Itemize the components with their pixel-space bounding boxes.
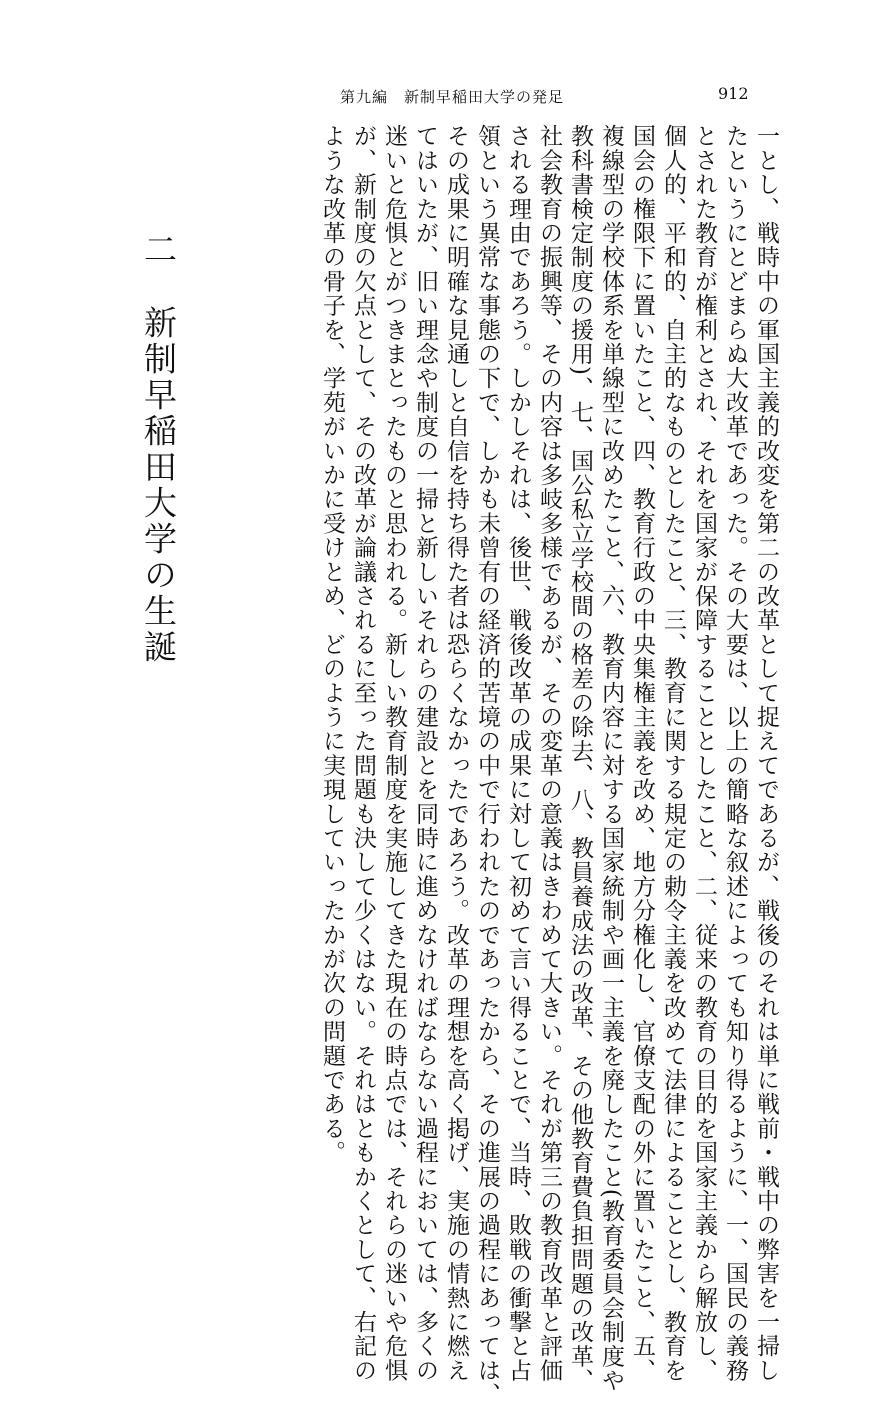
page-number: 912 <box>718 84 749 103</box>
text-line: が、新制度の欠点として、その改革が論議されるに至った問題も決して少くはない。それはともかくとして、右記の <box>350 124 376 1383</box>
text-line: される理由であろう。しかしそれは、後世、戦後改革の成果に対して初めて言い得ることで、当時、敗戦の衝撃と占 <box>505 124 531 1383</box>
text-line: 領という異常な事態の下で、しかも未曾有の経済的苦境の中で行われたのであったから、その進展の過程にあっては、 <box>474 124 500 1407</box>
text-line: てはいたが、旧い理念や制度の一掃と新しいそれらの建設とを同時に進めなければならない過程においては、多くの <box>412 124 438 1383</box>
text-line: 複線型の学校体系を単線型に改めたこと、六、教育内容に対する国家統制や画一主義を廃したこと(教育委員会制度や <box>598 124 624 1393</box>
section-heading <box>138 232 178 666</box>
text-line: その成果に明確な見通しと自信を持ち得た者は恐らくなかったであろう。改革の理想を高く掲げ、実施の情熱に燃え <box>443 124 469 1383</box>
text-line: 社会教育の振興等、その内容は多岐多様であるが、その変革の意義はきわめて大きい。それが第三の教育改革と評価 <box>536 124 562 1383</box>
text-line: 迷いと危惧とがつきまとったものと思われる。新しい教育制度を実施してきた現在の時点では、それらの迷いや危惧 <box>381 124 407 1383</box>
text-line: 一とし、戦時中の軍国主義的改変を第二の改革として捉えてであるが、戦後のそれは単に戦前・戦中の弊害を一掃し <box>753 124 779 1383</box>
section-number: 二 <box>139 232 178 268</box>
running-head: 第九編 新制早稲田大学の発足 <box>340 88 565 106</box>
section-title: 新制早稲田大学の生誕 <box>139 305 178 666</box>
text-line: たというにとどまらぬ大改革であった。その大要は、以上の簡略な叙述によっても知り得るように、一、国民の義務 <box>722 124 748 1383</box>
text-line: 教科書検定制度の援用)、七、国公私立学校間の格差の除去、八、教員養成法の改革、その他教育費負担問題の改革、 <box>567 124 593 1393</box>
body-text <box>316 124 781 1407</box>
text-line: 個人的、平和的、自主的なものとしたこと、三、教育に関する規定の勅令主義を改めて法律によることとし、教育を <box>660 124 686 1383</box>
text-line: ような改革の骨子を、学苑がいかに受けとめ、どのように実現していったかが次の問題である。 <box>319 124 345 1165</box>
text-line: 国会の権限下に置いたこと、四、教育行政の中央集権主義を改め、地方分権化し、官僚支配の外に置いたこと、五、 <box>629 124 655 1383</box>
text-line: とされた教育が権利とされ、それを国家が保障することとしたこと、二、従来の教育の目的を国家主義から解放し、 <box>691 124 717 1383</box>
